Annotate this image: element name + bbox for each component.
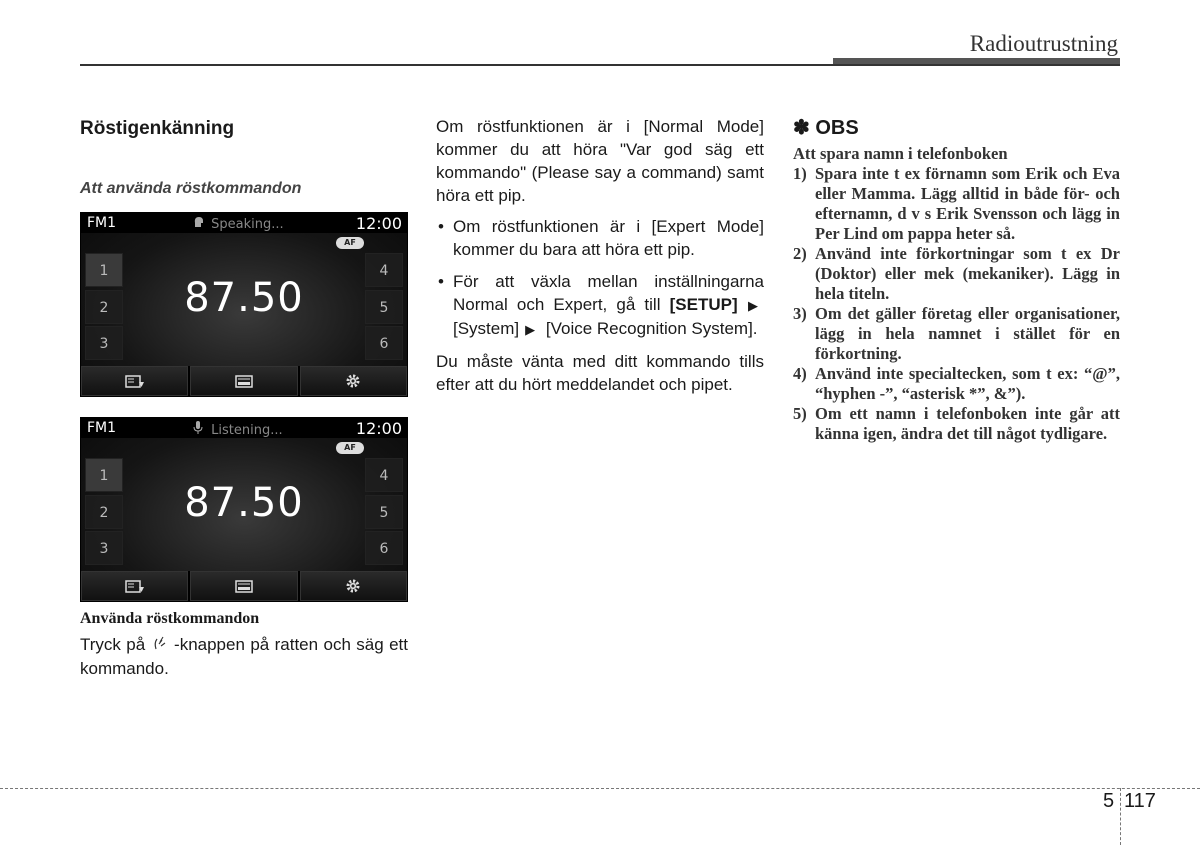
preset-button-3[interactable]: 3 [85,326,123,360]
voice-status-text: Speaking... [211,217,284,232]
list-item [793,244,1120,304]
list-item [793,164,1120,244]
instruction-before: Tryck på [80,635,146,654]
list-item [793,404,1120,444]
auto-store-icon [234,373,254,389]
outro-paragraph: Du måste vänta med ditt kommando tills efter att du hört meddelandet och pipet. [436,352,764,394]
obs-intro: Att spara namn i telefonboken [793,144,1008,163]
radio-list-button[interactable] [81,366,188,396]
settings-button[interactable] [300,571,407,601]
screen-status-bar [81,418,407,438]
settings-button[interactable] [300,366,407,396]
footer-rule [0,788,1200,789]
obs-body [793,144,1120,444]
frequency-display: 87.50 [184,275,304,321]
list-item [436,270,764,341]
voice-status-text: Listening... [211,423,283,438]
intro-paragraph: Om röstfunktionen är i [Normal Mode] kommer du att höra "Var god säg ett kommando" (Please say a command) samt höra ett pip. [436,117,764,205]
obs-heading: ✽ OBS [793,117,859,139]
section-heading: Röstigenkänning [80,118,235,139]
microphone-icon [193,421,207,438]
system-label: [System] [453,319,520,338]
preset-button-2[interactable]: 2 [85,290,123,324]
obs-list [793,164,1120,444]
band-label: FM1 [87,215,117,231]
footer-divider [1120,788,1121,845]
af-badge: AF [336,237,364,249]
preset-button-3[interactable]: 3 [85,531,123,565]
voice-status [193,421,283,438]
page-number: 117 [1124,790,1156,812]
band-label: FM1 [87,420,117,436]
figure-caption: Använda röstkommandon [80,610,260,627]
bullet-text: Om röstfunktionen är i [Expert Mode] kommer du bara att höra ett pip. [453,217,764,259]
setup-label: [SETUP] [669,295,738,314]
list-text: Använd inte specialtecken, som t ex: “@”, “hyphen -”, “asterisk *”, &”). [815,364,1120,403]
af-badge: AF [336,442,364,454]
obs-note [793,115,1120,444]
bullet-icon: • [438,272,444,291]
list-number: 2) [793,244,807,263]
list-text: Använd inte förkortningar som t ex Dr (Doktor) eller mek (mekaniker). Lägg in hela titeln. [815,244,1120,303]
bullet-list [436,215,764,341]
radio-screen-speaking [80,212,408,397]
speaking-head-icon [193,216,207,232]
screen-bottom-bar [81,366,407,396]
voice-talk-icon [151,634,169,657]
radio-list-icon [125,578,145,594]
clock: 12:00 [355,419,402,438]
radio-list-icon [125,373,145,389]
radio-list-button[interactable] [81,571,188,601]
list-number: 3) [793,304,807,323]
list-text: Om ett namn i telefonboken inte går att känna igen, ändra det till något tydligare. [815,404,1120,443]
preset-button-1[interactable]: 1 [85,253,123,287]
list-item [793,304,1120,364]
list-number: 4) [793,364,807,383]
screen-bottom-bar [81,571,407,601]
left-column [80,115,408,678]
settings-gear-icon [344,372,362,390]
settings-gear-icon [344,577,362,595]
preset-button-4[interactable]: 4 [365,458,403,492]
auto-store-icon [234,578,254,594]
voice-recognition-label: [Voice Recognition System]. [545,319,758,338]
list-text: Om det gäller företag eller organisationer, lägg in hela namnet i stället för en förkortning. [815,304,1120,363]
preset-button-5[interactable]: 5 [365,290,403,324]
frequency-display: 87.50 [184,480,304,526]
preset-button-4[interactable]: 4 [365,253,403,287]
list-number: 1) [793,164,807,183]
bullet-icon: • [438,217,444,236]
preset-button-2[interactable]: 2 [85,495,123,529]
list-item [436,215,764,261]
radio-screen-listening [80,417,408,602]
voice-status [193,216,284,232]
header-rule [80,64,1120,66]
preset-button-1[interactable]: 1 [85,458,123,492]
running-header-title: Radioutrustning [969,31,1118,56]
bullet-text: För att växla mellan inställningarna Normal och Expert, gå till [453,272,764,314]
screen-status-bar [81,213,407,233]
list-item [793,364,1120,404]
list-text: Spara inte t ex förnamn som Erik och Eva eller Mamma. Lägg alltid in både för- och efternamn, d v s Erik Svensson och lägg in Per Lind om pappa heter så. [815,164,1120,243]
preset-button-5[interactable]: 5 [365,495,403,529]
section-number: 5 [1103,790,1115,812]
preset-button-6[interactable]: 6 [365,531,403,565]
clock: 12:00 [355,214,402,233]
middle-column [436,115,764,396]
list-number: 5) [793,404,807,423]
arrow-right-icon: ▶ [525,322,536,337]
preset-button-6[interactable]: 6 [365,326,403,360]
auto-store-button[interactable] [190,366,297,396]
instruction-after: -knappen på ratten och säg ett kommando. [80,635,408,678]
arrow-right-icon: ▶ [743,298,759,313]
auto-store-button[interactable] [190,571,297,601]
sub-heading: Att använda röstkommandon [80,180,302,197]
instruction-text [80,633,408,680]
